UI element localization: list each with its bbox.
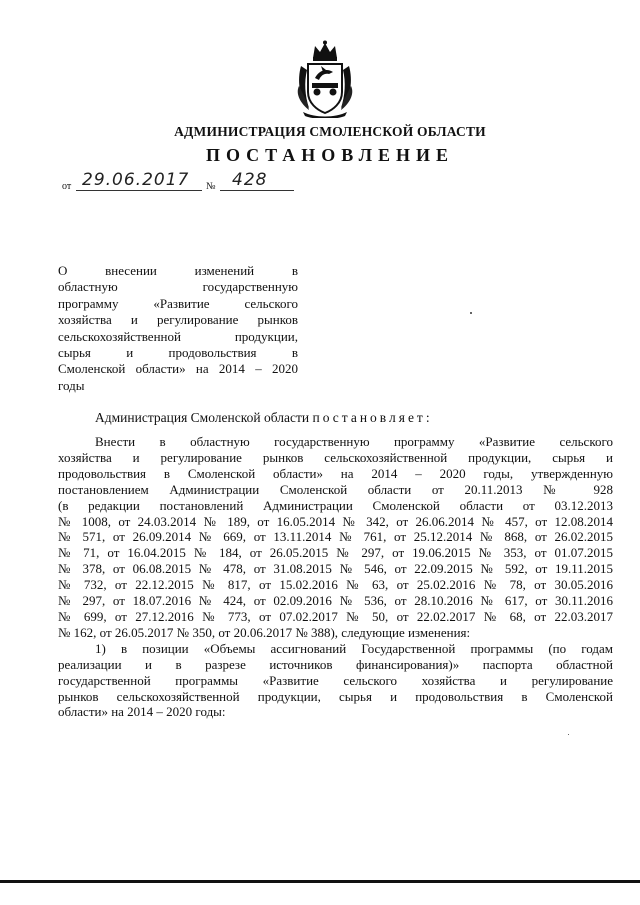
body-line: Внести в областную государственную программу «Развитие сельского [95,434,613,449]
subject-line: сельскохозяйственной продукции, [58,328,298,344]
date-prefix: от [62,181,72,192]
body-line: государственной программы «Развитие сельского хозяйства и регулирование [58,672,613,688]
scan-edge-line [0,880,640,883]
body-line: № 297, от 18.07.2016 № 424, от 02.09.2016 № 536, от 28.10.2016 № 617, от 30.11.2016 [58,593,613,609]
scan-speck [470,312,472,314]
subject-line: годы [58,377,85,393]
body-line: (в редакции постановлений Администрации Смоленской области от 03.12.2013 [58,497,613,513]
date-number-line [62,168,302,194]
date-value: 29.06.2017 [82,170,190,190]
subject-line: О внесении изменений в [58,263,298,278]
body-line: постановлением Администрации Смоленской области от 20.11.2013 № 928 [58,481,613,497]
body-line: № 571, от 26.09.2014 № 669, от 13.11.2014 № 761, от 25.12.2014 № 868, от 26.02.2015 [58,529,613,545]
document-subject [58,263,298,394]
body-line: № 378, от 06.08.2015 № 478, от 31.08.2015 № 546, от 22.09.2015 № 592, от 19.11.2015 [58,561,613,577]
preamble-text: Администрация Смоленской области [95,410,310,425]
body-line: рынков сельскохозяйственной продукции, сырья и продовольствия в Смоленской [58,688,613,704]
subject-line: Смоленской области» на 2014 – 2020 [58,361,298,377]
date-underline [76,190,202,191]
preamble [95,410,433,426]
body-line: № 1008, от 24.03.2014 № 189, от 16.05.2014 № 342, от 26.06.2014 № 457, от 12.08.2014 [58,513,613,529]
subject-line: сырья и продовольствия в [58,345,298,361]
body-line: области» на 2014 – 2020 годы: [58,704,226,720]
resolution-body [58,434,613,720]
subject-line: хозяйства и регулирование рынков [58,312,298,328]
number-underline [220,190,294,191]
document-type: ПОСТАНОВЛЕНИЕ [205,145,455,165]
organization-title: АДМИНИСТРАЦИЯ СМОЛЕНСКОЙ ОБЛАСТИ [174,124,486,139]
subject-line: областную государственную [58,279,298,295]
subject-line: программу «Развитие сельского [58,295,298,311]
body-line: № 732, от 22.12.2015 № 817, от 15.02.2016 № 63, от 25.02.2016 № 78, от 30.05.2016 [58,577,613,593]
preamble-resolves: постановляет: [312,410,433,425]
body-line: продовольствия в Смоленской области» на 2014 – 2020 годы, утвержденную [58,465,613,481]
body-line: № 699, от 27.12.2016 № 773, от 07.02.2017 № 50, от 22.02.2017 № 68, от 22.03.2017 [58,608,613,624]
number-value: 428 [232,170,268,190]
body-line: реализации и в разрезе источников финансирования)» паспорта областной [58,656,613,672]
coat-of-arms-icon [295,40,355,118]
body-line: № 71, от 16.04.2015 № 184, от 26.05.2015 № 297, от 19.06.2015 № 353, от 01.07.2015 [58,545,613,561]
scan-speck [568,734,569,735]
body-line: хозяйства и регулирование рынков сельскохозяйственной продукции, сырья и [58,449,613,465]
body-line: № 162, от 26.05.2017 № 350, от 20.06.2017 № 388), следующие изменения: [58,624,471,640]
body-line: 1) в позиции «Объемы ассигнований Государственной программы (по годам [95,640,613,656]
number-prefix: № [206,181,216,192]
